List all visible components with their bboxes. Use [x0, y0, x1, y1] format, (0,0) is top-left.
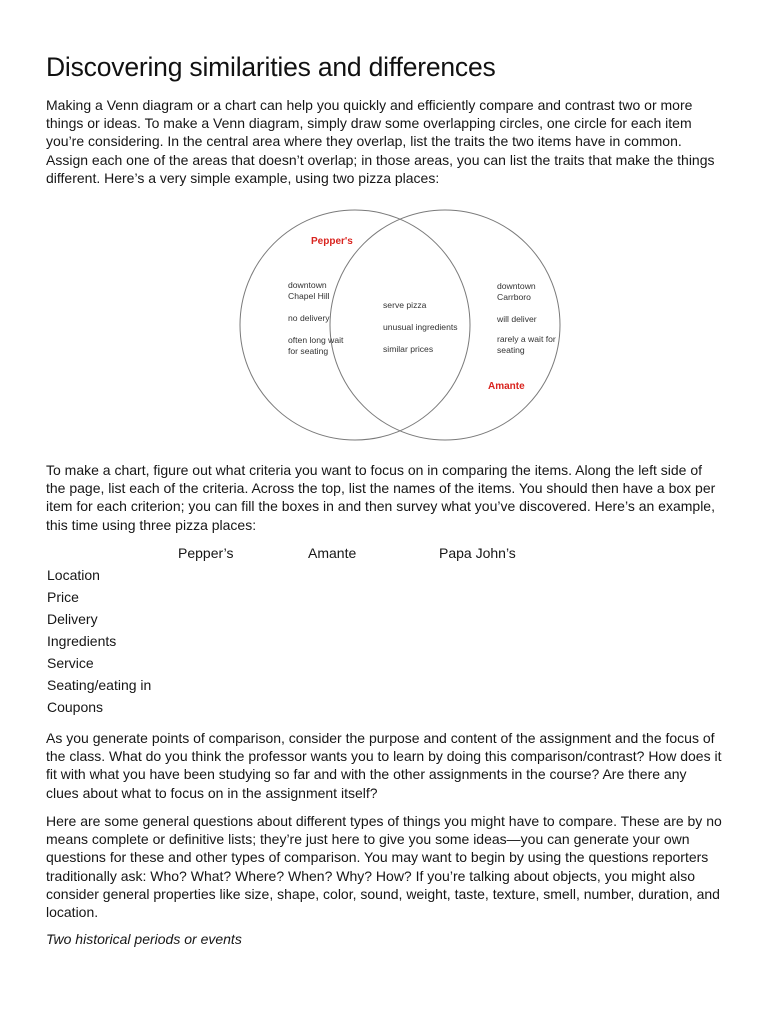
purpose-paragraph: As you generate points of comparison, consider the purpose and content of the assignment and the focus of the class. What do you think the professor wants you to learn by doing this comparison/contrast? How does it fit with what you have been studying so far and with the other assignments in the course? Are there any clues about what to focus on in the assignment itself?	[46, 730, 722, 801]
chart-row-label: Price	[47, 589, 79, 605]
chart-row-label: Location	[47, 567, 100, 583]
page-title: Discovering similarities and differences	[46, 52, 496, 82]
questions-paragraph: Here are some general questions about different types of things you might have to compare. These are by no means complete or definitive lists; they’re just here to give you some ideas—you can generate your own questions for these and other types of comparison. You may want to begin by using the questions reporters traditionally ask: Who? What? Where? When? Why? How? If you’re talking about objects, you might also consider general properties like size, shape, color, sound, weight, taste, texture, smell, number, duration, and location.	[46, 813, 722, 921]
venn-right-item: downtown Carrboro	[497, 281, 536, 302]
chart-row-label: Seating/eating in	[47, 677, 152, 693]
section-subheading: Two historical periods or events	[46, 931, 242, 947]
venn-diagram	[220, 196, 600, 456]
venn-right-item: rarely a wait for seating	[497, 334, 556, 355]
venn-left-name: Pepper's	[311, 236, 353, 247]
chart-column-header: Pepper’s	[178, 545, 234, 561]
chart-column-header: Amante	[308, 545, 357, 561]
intro-paragraph: Making a Venn diagram or a chart can help you quickly and efficiently compare and contrast two or more things or ideas. To make a Venn diagram, simply draw some overlapping circles, one circle for each item you’re considering. In the central area where they overlap, list the traits the two items have in common. Assign each one of the areas that doesn’t overlap; in those areas, you can list the traits that make the things different. Here’s a very simple example, using two pizza places:	[46, 97, 715, 186]
chart-column-header: Papa John’s	[439, 545, 516, 561]
venn-left-item: often long wait for seating	[288, 335, 344, 356]
chart-row-label: Service	[47, 655, 94, 671]
chart-intro-paragraph: To make a chart, figure out what criteria you want to focus on in comparing the items. Along the left side of the page, list each of the criteria. Across the top, list the names of the items. You should then have a box per item for each criterion; you can fill the boxes in and then survey what you’ve discovered. Here’s an example, this time using three pizza places:	[46, 462, 716, 533]
chart-row-label: Coupons	[47, 699, 104, 715]
venn-right-item: will deliver	[497, 314, 537, 324]
venn-center-item: serve pizza	[383, 300, 427, 310]
chart-row-label: Ingredients	[47, 633, 117, 649]
chart-row-label: Delivery	[47, 611, 98, 627]
venn-center-item: similar prices	[383, 344, 434, 354]
venn-left-item: no delivery	[288, 313, 330, 323]
venn-right-name: Amante	[488, 381, 525, 392]
venn-left-item: downtown Chapel Hill	[288, 280, 330, 301]
venn-center-item: unusual ingredients	[383, 322, 458, 332]
